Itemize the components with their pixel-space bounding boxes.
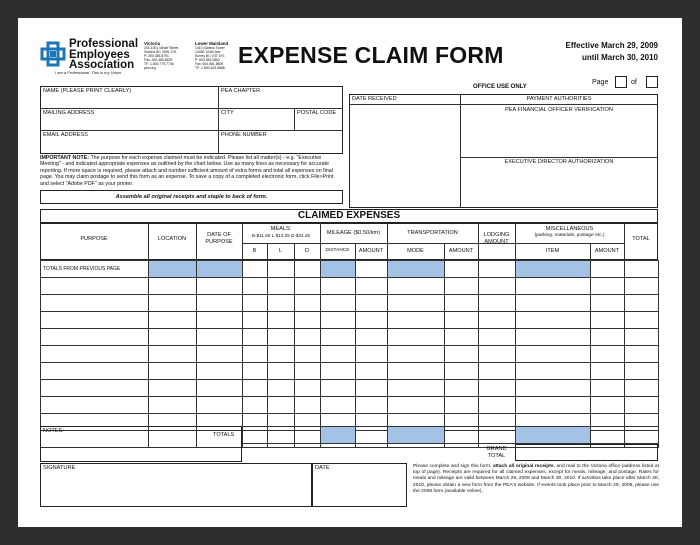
- org-line-2: Employees: [69, 48, 130, 61]
- col-misc-sub: (parking, materials, postage etc.): [534, 233, 605, 238]
- col-total: TOTAL: [632, 236, 650, 242]
- mainland-address: [195, 41, 228, 70]
- col-mileage-amount: AMOUNT: [358, 248, 384, 254]
- page-label: Page: [592, 79, 609, 86]
- col-purpose: PURPOSE: [80, 236, 108, 242]
- office-use-title: OFFICE USE ONLY: [473, 84, 527, 90]
- mainland-text: 1410 Sobeck Tower 13450 104th Ave Surrey BC V3T 5Y1 P: 604.581.0862 Fax: 604.581.8809 TF: 1.800.623.5888: [195, 46, 225, 70]
- director-authorization-label: EXECUTIVE DIRECTOR AUTHORIZATION: [504, 159, 614, 165]
- signature-box[interactable]: [40, 463, 312, 507]
- important-note-heading: IMPORTANT NOTE:: [40, 155, 90, 161]
- org-name: [69, 39, 138, 71]
- col-transport-amount: AMOUNT: [448, 248, 474, 254]
- totals-label: TOTALS: [213, 432, 235, 438]
- previous-totals-label: TOTALS FROM PREVIOUS PAGE: [41, 261, 149, 278]
- col-misc-amount: AMOUNT: [594, 248, 620, 254]
- claimant-info-box: [40, 86, 343, 154]
- victoria-title: Victoria: [144, 41, 161, 46]
- email-field[interactable]: EMAIL ADDRESS: [43, 132, 88, 138]
- row-previous-totals: [41, 261, 659, 278]
- table-row[interactable]: [41, 329, 659, 346]
- col-dinner: D: [304, 248, 310, 254]
- grand-total-label: TOTAL: [487, 453, 506, 459]
- notes-label: NOTES:: [43, 428, 64, 434]
- victoria-address: [144, 41, 178, 70]
- page-total-field[interactable]: [646, 76, 658, 88]
- col-breakfast: B: [252, 248, 257, 254]
- org-line-1: Professional: [69, 38, 139, 50]
- table-row[interactable]: [41, 380, 659, 397]
- assemble-note: Assemble all original receipts and staple to back of form.: [115, 194, 268, 200]
- form-title: EXPENSE CLAIM FORM: [238, 42, 504, 68]
- totals-cells[interactable]: [243, 427, 659, 444]
- expense-claim-form: [18, 18, 682, 527]
- payment-authorities-label: PAYMENT AUTHORITIES: [526, 96, 592, 102]
- table-row[interactable]: [41, 397, 659, 414]
- instructions-post: , and mail to the Victoria office (address listed at top of page). Receipts are required for all claimed expenses, except for meals, mileage, and postage. Rates for meals and mileage are valid between March 29, 2009 and March 30, 2010. If activities take place after March 30, 2010, please obtain a new form from the PEA's website. If events took place prior to March 29, 2009, please use the 2008 form (available online).: [413, 464, 660, 494]
- col-lodging-amount: AMOUNT: [484, 239, 509, 245]
- col-lodging: LODGING: [483, 232, 510, 238]
- col-miscellaneous: MISCELLANEOUS: [545, 226, 594, 232]
- signature-label: SIGNATURE: [43, 465, 76, 471]
- until-date: until March 30, 2010: [581, 53, 658, 62]
- notes-box[interactable]: [40, 426, 242, 462]
- city-field[interactable]: CITY: [221, 110, 234, 116]
- submission-instructions: [413, 464, 659, 495]
- expense-rows: [40, 260, 659, 448]
- col-meals-rates: B-$11.50 L-$13.25 D-$22.25: [252, 233, 310, 238]
- table-row[interactable]: [41, 295, 659, 312]
- col-mileage: MILEAGE ($0.50/km): [326, 230, 381, 236]
- col-date-of: DATE OF: [207, 232, 231, 238]
- col-meals: MEALS:: [270, 226, 292, 232]
- col-item: ITEM: [545, 248, 560, 254]
- of-label: of: [631, 79, 637, 86]
- col-date-of-purpose: PURPOSE: [205, 239, 233, 245]
- table-row[interactable]: [41, 312, 659, 329]
- mainland-title: Lower Mainland: [195, 41, 229, 46]
- grand-label: GRAND: [486, 446, 507, 452]
- org-line-3: Association: [69, 59, 135, 71]
- important-note: [40, 155, 343, 187]
- pea-chapter-field[interactable]: PEA CHAPTER: [221, 88, 261, 94]
- totals-row: [242, 426, 659, 444]
- instructions-bold: attach all original receipts: [492, 464, 554, 469]
- postal-code-field[interactable]: POSTAL CODE: [297, 110, 337, 116]
- pea-logo-icon: [40, 41, 66, 67]
- org-tagline: I am a Professional. This is my Union: [55, 70, 122, 75]
- table-row[interactable]: [41, 363, 659, 380]
- victoria-text: 201-1001 Wharf Street Victoria BC V8W 1T6 P: 250.385.8791 Fax: 250.385.6629 TF: 1.800.779.7736 pea.org: [144, 46, 179, 70]
- col-transportation: TRANSPORTATION: [407, 230, 458, 236]
- claimed-expenses-title: CLAIMED EXPENSES: [297, 210, 401, 221]
- effective-dates: [538, 40, 658, 64]
- table-row[interactable]: [41, 346, 659, 363]
- name-field[interactable]: NAME (PLEASE PRINT CLEARLY): [43, 88, 132, 94]
- effective-date: Effective March 29, 2009: [565, 41, 658, 50]
- table-row[interactable]: [41, 278, 659, 295]
- date-received-label: DATE RECEIVED: [352, 96, 397, 102]
- col-distance: DISTANCE: [325, 248, 350, 253]
- grand-total-field[interactable]: [515, 444, 658, 461]
- important-note-text: The purpose for each expense claimed must be indicated. Please list all matter(s) - e.g. "Executive Meeting" - and indicated appropriate expenses as outlined by the chart below. Use as many lines as necessary for accurate reporting. If more space is required, please attach and number sufficient amount of extra forms and total all expenses on final page. You may claim postage to send this form as an expense. To save a copy of a completed electronic form, click File>Print and select "Adobe PDF" as your printer.: [40, 155, 334, 187]
- col-location: LOCATION: [157, 236, 187, 242]
- mailing-address-field[interactable]: MAILING ADDRESS: [43, 110, 95, 116]
- col-mode: MODE: [407, 248, 424, 254]
- page-number-field[interactable]: [615, 76, 627, 88]
- date-label: DATE: [315, 465, 330, 471]
- col-lunch: L: [278, 248, 283, 254]
- phone-number-field[interactable]: PHONE NUMBER: [221, 132, 267, 138]
- officer-verification-label: PEA FINANCIAL OFFICER VERIFICATION: [505, 107, 613, 113]
- instructions-pre: Please complete and sign this form,: [413, 464, 492, 469]
